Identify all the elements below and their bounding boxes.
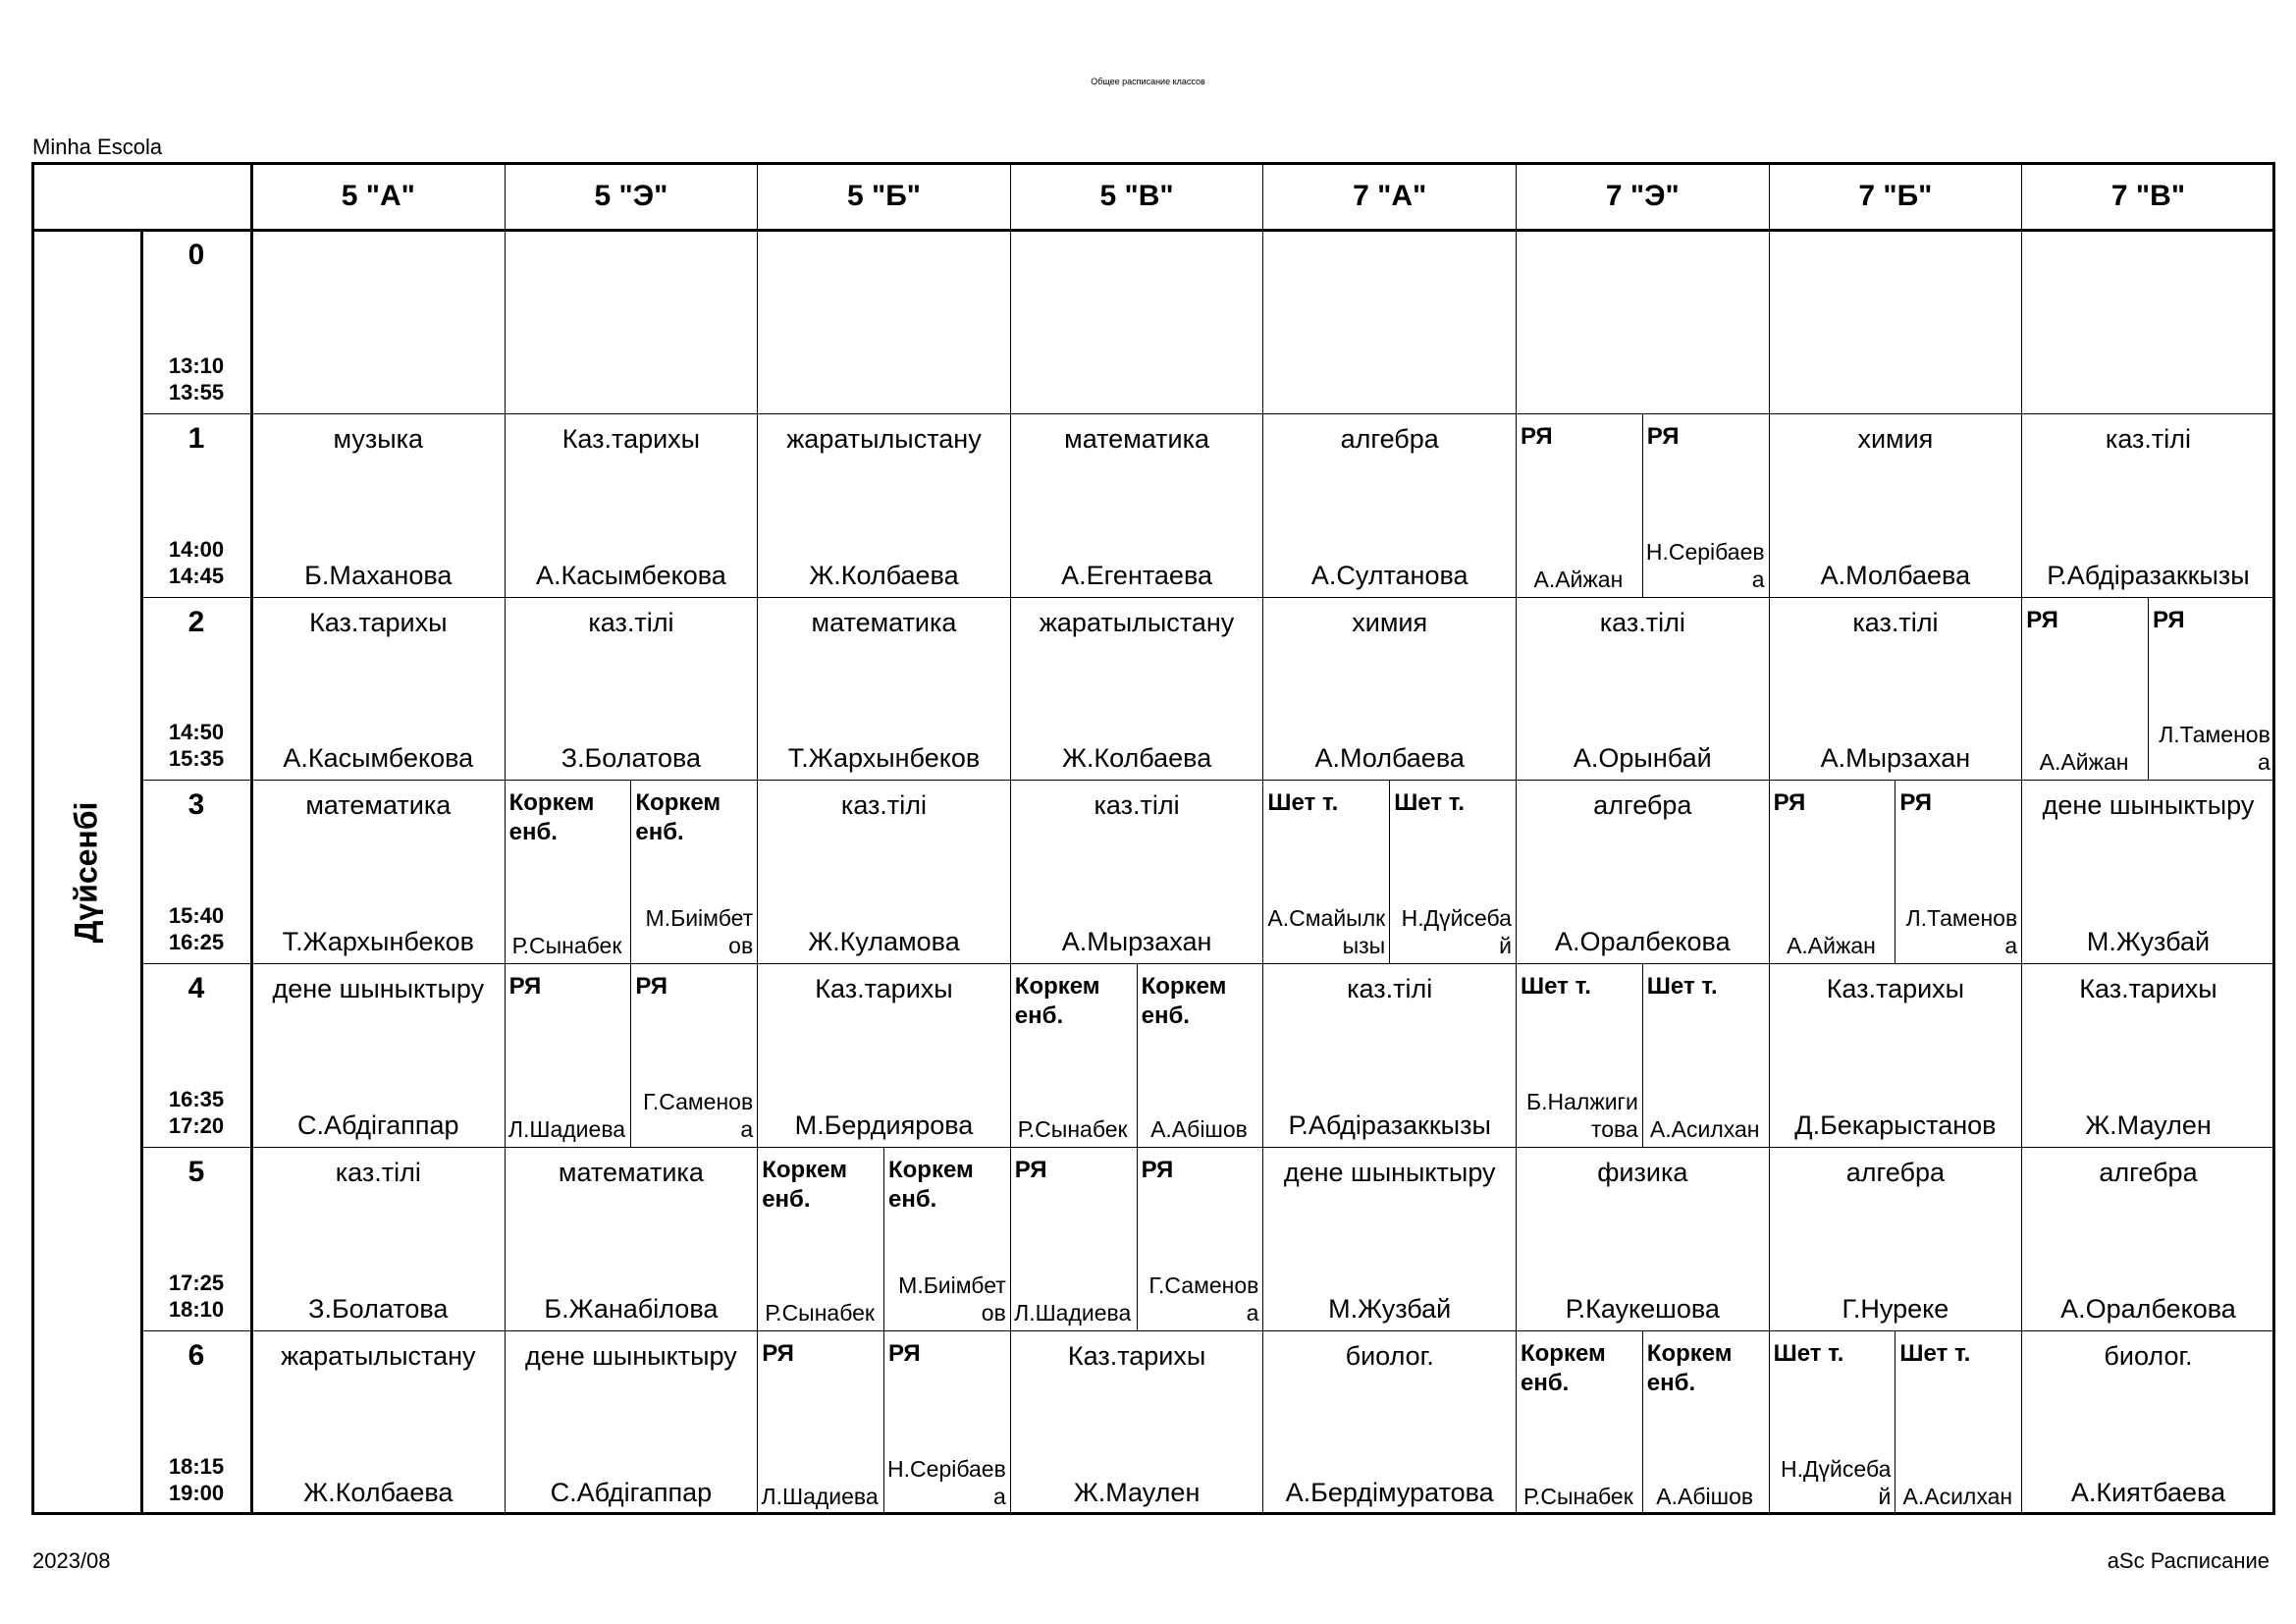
lesson-cell-half	[1390, 781, 1517, 964]
timetable	[31, 162, 2275, 1515]
empty-lesson-cell	[252, 231, 506, 414]
lesson-cell	[1517, 1148, 1770, 1331]
lesson-cell	[2022, 781, 2275, 964]
period-number: 4	[187, 972, 205, 1005]
teacher: А.Касымбекова	[283, 743, 474, 774]
subject: РЯ	[635, 973, 668, 1001]
subject: Шет т.	[1394, 789, 1466, 817]
period-time	[141, 902, 251, 955]
teacher: М.Жузбай	[1328, 1293, 1452, 1324]
period-end-time: 15:35	[168, 746, 225, 772]
subject: каз.тілі	[335, 1158, 421, 1187]
lesson-cell	[1263, 964, 1517, 1148]
teacher: А.Касымбекова	[535, 560, 726, 590]
teacher: А.Оралбекова	[2060, 1293, 2236, 1324]
lesson-cell	[758, 598, 1011, 782]
subject: каз.тілі	[1852, 607, 1939, 637]
empty-lesson-cell	[1011, 231, 1264, 414]
teacher: А.Султанова	[1310, 560, 1468, 590]
lesson-cell	[2022, 414, 2275, 598]
lesson-cell	[1770, 964, 2023, 1148]
teacher: Л.Шадиева	[761, 1483, 879, 1509]
class-header: 5 "А"	[252, 162, 506, 231]
teacher: Б.Маханова	[304, 560, 453, 590]
subject: Коркем енб.	[888, 1157, 974, 1213]
teacher: Р.Сынабек	[511, 933, 622, 959]
teacher: Р.Сынабек	[765, 1299, 875, 1326]
period-time	[141, 1086, 251, 1139]
teacher: А.Орынбай	[1573, 743, 1712, 774]
class-header: 5 "Б"	[758, 162, 1011, 231]
lesson-cell	[252, 1331, 506, 1515]
subject: каз.тілі	[1094, 790, 1180, 821]
teacher: Н.Серібаева	[1645, 538, 1765, 592]
subject: РЯ	[2153, 606, 2185, 633]
subject: РЯ	[2026, 606, 2058, 633]
period-end-time: 14:45	[168, 563, 225, 588]
subject: Каз.тарихы	[561, 423, 701, 454]
empty-lesson-cell	[758, 231, 1011, 414]
subject: Коркем енб.	[1141, 973, 1227, 1030]
lesson-cell	[252, 1148, 506, 1331]
teacher: Н.Серібаева	[887, 1455, 1006, 1509]
teacher: Н.Дүйсебай	[1780, 1455, 1892, 1509]
subject: жаратылыстану	[281, 1340, 476, 1371]
lesson-cell-half	[1011, 964, 1138, 1148]
subject: РЯ	[888, 1339, 921, 1367]
teacher: Л.Таменова	[1905, 905, 2018, 959]
lesson-cell	[1263, 1331, 1517, 1515]
subject: каз.тілі	[2105, 423, 2192, 454]
lesson-cell-half	[884, 1148, 1011, 1331]
subject: каз.тілі	[840, 790, 928, 821]
period-number: 6	[187, 1338, 205, 1372]
teacher: А.Молбаева	[1314, 743, 1465, 774]
teacher: А.Киятбаева	[2070, 1477, 2226, 1507]
teacher: М.Биімбетов	[898, 1272, 1006, 1326]
header-divider	[31, 229, 2275, 232]
lesson-cell	[1011, 1331, 1264, 1515]
subject: РЯ	[1014, 1157, 1047, 1183]
teacher: Л.Таменова	[2159, 722, 2270, 776]
lesson-cell	[1011, 781, 1264, 964]
empty-lesson-cell	[1517, 231, 1770, 414]
lesson-cell	[1770, 1148, 2023, 1331]
period-end-time: 17:20	[168, 1112, 225, 1138]
teacher: А.Абішов	[1150, 1115, 1248, 1142]
lesson-cell	[1517, 781, 1770, 964]
lesson-cell-half	[631, 964, 758, 1148]
period-cell	[141, 231, 252, 414]
teacher: Б.Налжигитова	[1526, 1088, 1638, 1142]
header-corner	[31, 162, 252, 231]
lesson-cell	[758, 781, 1011, 964]
lesson-cell-half	[1263, 781, 1390, 964]
period-cell	[141, 414, 252, 598]
period-cell	[141, 1148, 252, 1331]
teacher: А.Асилхан	[1902, 1483, 2013, 1509]
subject: жаратылыстану	[786, 423, 982, 454]
teacher: Г.Саменова	[643, 1088, 754, 1142]
subject: химия	[1857, 423, 1934, 454]
subject: Каз.тарихы	[2079, 974, 2217, 1004]
period-end-time: 18:10	[168, 1296, 225, 1322]
subject: РЯ	[508, 973, 542, 1001]
subject: Коркем енб.	[508, 789, 595, 846]
subject: математика	[305, 790, 452, 821]
lesson-cell	[1011, 598, 1264, 782]
subject: Коркем енб.	[635, 789, 721, 846]
teacher: А.Смайылкызы	[1267, 905, 1386, 959]
subject: Каз.тарихы	[1826, 974, 1965, 1004]
teacher: Т.Жархынбеков	[787, 743, 981, 774]
teacher: А.Айжан	[1787, 933, 1876, 959]
lesson-cell	[506, 414, 759, 598]
footer-software: aSc Расписание	[2107, 1548, 2269, 1573]
document-title: Общее расписание классов	[1091, 77, 1205, 86]
lesson-cell-half	[631, 781, 758, 964]
subject: алгебра	[1593, 790, 1692, 821]
period-number: 0	[187, 239, 205, 271]
subject: Шет т.	[1521, 973, 1591, 1001]
lesson-cell	[506, 1148, 759, 1331]
lesson-cell	[252, 414, 506, 598]
subject: Коркем енб.	[1646, 1339, 1733, 1396]
period-time	[141, 536, 251, 589]
subject: дене шыныктыру	[525, 1340, 737, 1371]
teacher: А.Айжан	[1533, 566, 1624, 592]
teacher: А.Абішов	[1656, 1483, 1754, 1509]
lesson-cell	[1770, 414, 2023, 598]
empty-lesson-cell	[506, 231, 759, 414]
subject: биолог.	[2104, 1340, 2193, 1371]
subject: каз.тілі	[588, 607, 674, 637]
teacher: М.Жузбай	[2086, 927, 2211, 957]
period-cell	[141, 781, 252, 964]
class-header: 5 "В"	[1011, 162, 1264, 231]
subject: алгебра	[1340, 423, 1439, 454]
period-cell	[141, 598, 252, 782]
teacher: Т.Жархынбеков	[282, 927, 475, 957]
subject: Каз.тарихы	[309, 607, 448, 637]
teacher: Д.Бекарыстанов	[1794, 1110, 1997, 1140]
subject: физика	[1597, 1158, 1688, 1187]
subject: математика	[558, 1158, 704, 1187]
teacher: Ж.Маулен	[2085, 1110, 2212, 1140]
empty-lesson-cell	[1770, 231, 2023, 414]
class-header: 7 "Б"	[1770, 162, 2023, 231]
subject: дене шыныктыру	[1283, 1158, 1496, 1187]
lesson-cell	[758, 964, 1011, 1148]
lesson-cell	[252, 598, 506, 782]
subject: жаратылыстану	[1039, 607, 1235, 637]
lesson-cell-half	[2022, 598, 2149, 782]
teacher: Ж.Колбаева	[303, 1477, 454, 1507]
subject: Шет т.	[1646, 973, 1718, 1001]
lesson-cell	[506, 1331, 759, 1515]
lesson-cell	[1770, 598, 2023, 782]
teacher: Г.Саменова	[1148, 1272, 1259, 1326]
period-start-time: 17:25	[168, 1270, 225, 1295]
subject: РЯ	[1521, 422, 1553, 450]
teacher: Н.Дүйсебай	[1401, 905, 1512, 959]
period-time	[141, 1270, 251, 1323]
lesson-cell-half	[1643, 414, 1770, 598]
teacher: Р.Сынабек	[1523, 1483, 1633, 1509]
lesson-cell-half	[1643, 964, 1770, 1148]
teacher: С.Абдігаппар	[297, 1110, 459, 1140]
day-label-text: Дүйсенбі	[68, 801, 103, 944]
period-start-time: 14:50	[168, 720, 225, 745]
class-header: 5 "Э"	[506, 162, 759, 231]
lesson-cell-half	[884, 1331, 1011, 1515]
lesson-cell-half	[506, 964, 632, 1148]
teacher: Б.Жанабілова	[544, 1293, 719, 1324]
lesson-cell	[2022, 1331, 2275, 1515]
lesson-cell-half	[1896, 1331, 2022, 1515]
period-end-time: 19:00	[168, 1480, 225, 1505]
subject: Шет т.	[1899, 1339, 1971, 1367]
period-time	[141, 719, 251, 772]
lesson-cell	[758, 414, 1011, 598]
subject: РЯ	[762, 1339, 794, 1367]
lesson-cell-half	[758, 1331, 884, 1515]
lesson-cell	[2022, 964, 2275, 1148]
period-end-time: 13:55	[168, 379, 225, 405]
subject: Каз.тарихы	[815, 974, 953, 1004]
class-header: 7 "А"	[1263, 162, 1517, 231]
teacher: З.Болатова	[308, 1293, 449, 1324]
period-start-time: 13:10	[168, 352, 225, 378]
teacher: А.Оралбекова	[1554, 927, 1731, 957]
lesson-cell-half	[506, 781, 632, 964]
subject: биолог.	[1345, 1340, 1434, 1371]
subject: химия	[1352, 607, 1428, 637]
teacher: Ж.Колбаева	[1061, 743, 1212, 774]
day-divider	[140, 231, 143, 1515]
period-end-time: 16:25	[168, 930, 225, 955]
subject: Шет т.	[1773, 1339, 1844, 1367]
class-header: 7 "Э"	[1517, 162, 1770, 231]
subject: РЯ	[1899, 789, 1933, 817]
lesson-cell-half	[1896, 781, 2022, 964]
subject: РЯ	[1646, 422, 1680, 450]
subject: дене шыныктыру	[2042, 790, 2255, 821]
period-time	[141, 352, 251, 406]
class-header: 7 "В"	[2022, 162, 2275, 231]
teacher: А.Мырзахан	[1061, 927, 1212, 957]
lesson-cell-half	[1517, 414, 1643, 598]
period-start-time: 16:35	[168, 1086, 225, 1111]
lesson-cell	[2022, 1148, 2275, 1331]
subject: математика	[1064, 423, 1210, 454]
lesson-cell-half	[1138, 964, 1264, 1148]
footer-date: 2023/08	[32, 1548, 111, 1573]
lesson-cell-half	[1011, 1148, 1138, 1331]
teacher: Ж.Маулен	[1073, 1477, 1201, 1507]
period-number: 2	[187, 605, 205, 638]
subject: Коркем енб.	[762, 1157, 847, 1213]
teacher: А.Мырзахан	[1820, 743, 1971, 774]
empty-lesson-cell	[2022, 231, 2275, 414]
lesson-cell-half	[1517, 964, 1643, 1148]
teacher: С.Абдігаппар	[550, 1477, 713, 1507]
teacher: А.Асилхан	[1649, 1115, 1760, 1142]
subject: каз.тілі	[1599, 607, 1685, 637]
day-label	[31, 231, 141, 1515]
lesson-cell-half	[1770, 1331, 1896, 1515]
teacher: Р.Сынабек	[1017, 1115, 1128, 1142]
lesson-cell	[1517, 598, 1770, 782]
period-start-time: 14:00	[168, 536, 225, 562]
lesson-cell-half	[1138, 1148, 1264, 1331]
lesson-cell-half	[1517, 1331, 1643, 1515]
subject: каз.тілі	[1347, 974, 1433, 1004]
lesson-cell	[252, 781, 506, 964]
subject: Коркем енб.	[1014, 973, 1100, 1030]
teacher: Р.Абдіразаккызы	[2047, 560, 2250, 590]
period-number: 3	[187, 788, 205, 822]
subject: алгебра	[2099, 1158, 2198, 1187]
subject: РЯ	[1141, 1157, 1174, 1183]
lesson-cell-half	[1770, 781, 1896, 964]
period-cell	[141, 964, 252, 1148]
teacher: А.Молбаева	[1820, 560, 1971, 590]
subject: Коркем енб.	[1521, 1339, 1606, 1396]
subject: Каз.тарихы	[1067, 1340, 1206, 1371]
lesson-cell-half	[758, 1148, 884, 1331]
empty-lesson-cell	[1263, 231, 1517, 414]
subject: математика	[811, 607, 957, 637]
lesson-cell	[252, 964, 506, 1148]
school-name: Minha Escola	[32, 135, 163, 159]
period-start-time: 18:15	[168, 1453, 225, 1479]
period-time	[141, 1453, 251, 1506]
teacher: Р.Абдіразаккызы	[1288, 1110, 1491, 1140]
lesson-cell-half	[2149, 598, 2275, 782]
subject: дене шыныктыру	[272, 974, 485, 1004]
teacher: Л.Шадиева	[1014, 1299, 1132, 1326]
teacher: Л.Шадиева	[507, 1115, 626, 1142]
teacher: Ж.Куламова	[808, 927, 960, 957]
teacher: Г.Нуреке	[1842, 1293, 1949, 1324]
lesson-cell	[1263, 1148, 1517, 1331]
period-number: 1	[187, 421, 205, 455]
teacher: Р.Каукешова	[1565, 1293, 1720, 1324]
period-cell	[141, 1331, 252, 1515]
teacher: М.Биімбетов	[645, 905, 754, 959]
teacher: А.Бердімуратова	[1285, 1477, 1494, 1507]
lesson-cell	[1011, 414, 1264, 598]
teacher: М.Бердиярова	[794, 1110, 974, 1140]
subject: Шет т.	[1267, 789, 1339, 817]
teacher: Ж.Колбаева	[809, 560, 959, 590]
subject: музыка	[333, 423, 424, 454]
lesson-cell	[1263, 414, 1517, 598]
lesson-cell	[506, 598, 759, 782]
period-number: 5	[187, 1156, 205, 1188]
lesson-cell-half	[1643, 1331, 1770, 1515]
period-start-time: 15:40	[168, 903, 225, 929]
teacher: А.Егентаева	[1061, 560, 1213, 590]
teacher: А.Айжан	[2039, 749, 2129, 776]
period-divider	[250, 162, 253, 1515]
lesson-cell	[1263, 598, 1517, 782]
teacher: З.Болатова	[561, 743, 702, 774]
subject: РЯ	[1773, 789, 1806, 817]
subject: алгебра	[1845, 1158, 1946, 1187]
